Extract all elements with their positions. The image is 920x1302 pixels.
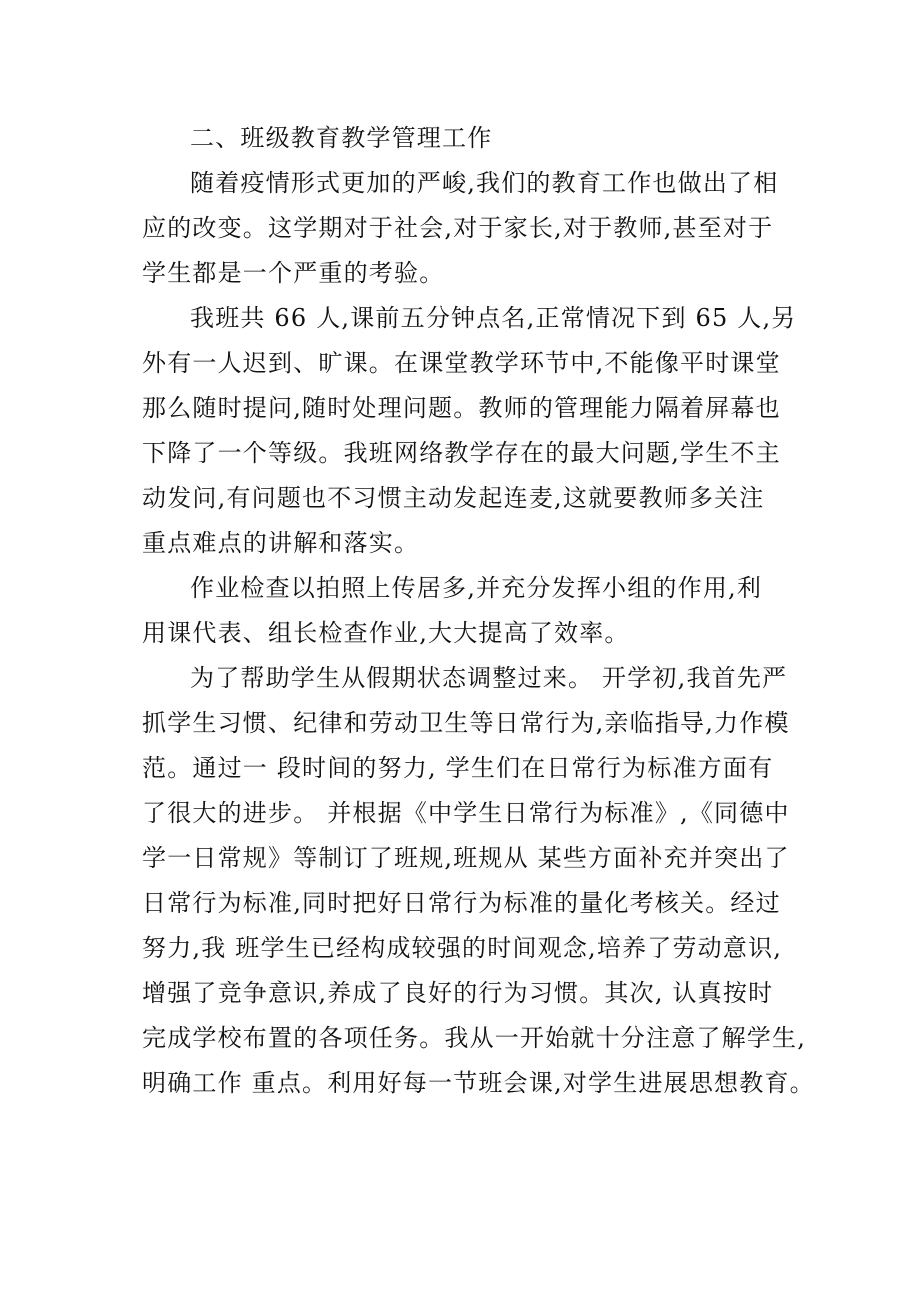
paragraph-2-line-2: 外有一人迟到、旷课。在课堂教学环节中,不能像平时课堂 (142, 349, 781, 377)
paragraph-1-line-3: 学生都是一个严重的考验。 (142, 259, 445, 287)
paragraph-1-line-1: 随着疫情形式更加的严峻,我们的教育工作也做出了相 (190, 169, 779, 197)
paragraph-2-line-4: 下降了一个等级。我班网络教学存在的最大问题,学生不主 (142, 439, 781, 467)
paragraph-2-line-1: 我班共 66 人,课前五分钟点名,正常情况下到 65 人,另 (190, 304, 797, 332)
paragraph-4-line-5: 学一日常规》等制订了班规,班规从 某些方面补充并突出了 (142, 844, 790, 872)
paragraph-4-line-6: 日常行为标准,同时把好日常行为标准的量化考核关。经过 (142, 889, 781, 917)
paragraph-2-line-3: 那么随时提问,随时处理问题。教师的管理能力隔着屏幕也 (142, 394, 781, 422)
paragraph-3-line-2: 用课代表、组长检查作业,大大提高了效率。 (142, 619, 630, 647)
paragraph-4-line-7: 努力,我 班学生已经构成较强的时间观念,培养了劳动意识, (142, 934, 783, 962)
paragraph-4-line-2: 抓学生习惯、纪律和劳动卫生等日常行为,亲临指导,力作模 (142, 709, 790, 737)
paragraph-1-line-2: 应的改变。这学期对于社会,对于家长,对于教师,甚至对于 (142, 214, 774, 242)
paragraph-2-line-6: 重点难点的讲解和落实。 (142, 529, 420, 557)
paragraph-4-line-1: 为了帮助学生从假期状态调整过来。 开学初,我首先严 (190, 664, 788, 692)
paragraph-4-line-9: 完成学校布置的各项任务。我从一开始就十分注意了解学生, (142, 1024, 807, 1052)
section-heading: 二、班级教育教学管理工作 (190, 124, 493, 152)
paragraph-4-line-8: 增强了竞争意识,养成了良好的行为习惯。其次, 认真按时 (142, 979, 774, 1007)
paragraph-3-line-1: 作业检查以拍照上传居多,并充分发挥小组的作用,利 (190, 574, 763, 602)
paragraph-4-line-10: 明确工作 重点。利用好每一节班会课,对学生进展思想教育。 (142, 1069, 815, 1097)
paragraph-2-line-5: 动发问,有问题也不习惯主动发起连麦,这就要教师多关注 (142, 484, 765, 512)
paragraph-4-line-4: 了很大的进步。 并根据《中学生日常行为标准》,《同德中 (142, 799, 790, 827)
paragraph-4-line-3: 范。通过一 段时间的努力, 学生们在日常行为标准方面有 (142, 754, 774, 782)
